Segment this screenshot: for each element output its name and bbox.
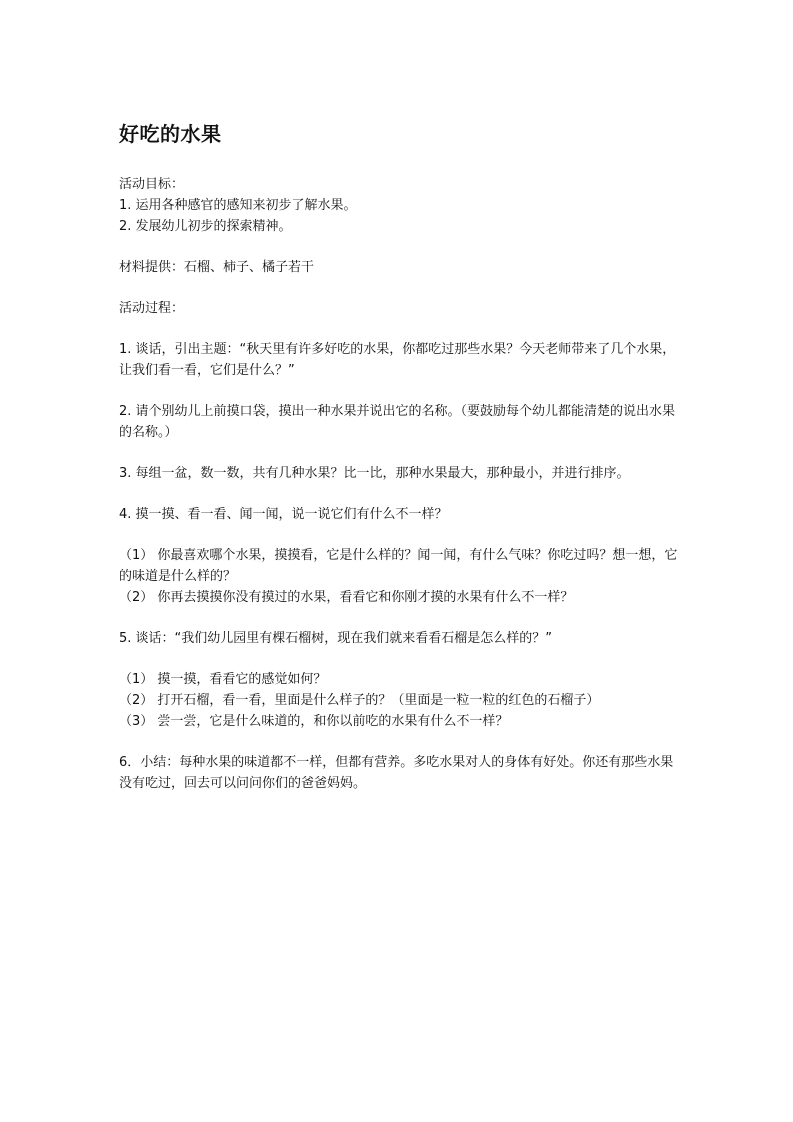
step-3: 3. 每组一盆，数一数，共有几种水果？比一比，那种水果最大，那种最小，并进行排序。	[119, 466, 630, 481]
step-2: 2. 请个别幼儿上前摸口袋，摸出一种水果并说出它的名称。（要鼓励每个幼儿都能清楚的说出水果的名称。）	[119, 404, 676, 440]
step-1: 1. 谈话，引出主题：“秋天里有许多好吃的水果，你都吃过那些水果？今天老师带来了几个水果，让我们看一看，它们是什么？”	[119, 342, 676, 378]
goal-item-1: 1. 运用各种感官的感知来初步了解水果。	[119, 198, 357, 213]
goal-item-2: 2. 发展幼儿初步的探索精神。	[119, 219, 292, 234]
step-5: 5. 谈话：“我们幼儿园里有棵石榴树，现在我们就来看看石榴是怎么样的？”	[119, 631, 553, 646]
materials-line: 材料提供：石榴、柿子、橘子若干	[119, 260, 315, 275]
document-body	[119, 120, 679, 794]
step-4-sub-1: （1） 你最喜欢哪个水果，摸摸看，它是什么样的？闻一闻，有什么气味？你吃过吗？想一想，它的味道是什么样的？	[119, 548, 678, 584]
summary: 6．小结：每种水果的味道都不一样，但都有营养。多吃水果对人的身体有好处。你还有那些水果没有吃过，回去可以问问你们的爸爸妈妈。	[119, 755, 674, 791]
document-title: 好吃的水果	[119, 122, 222, 146]
process-heading: 活动过程：	[119, 301, 185, 316]
step-4: 4. 摸一摸、看一看、闻一闻，说一说它们有什么不一样？	[119, 507, 448, 522]
step-5-sub-1: （1） 摸一摸，看看它的感觉如何？	[119, 672, 327, 687]
step-4-sub-2: （2） 你再去摸摸你没有摸过的水果，看看它和你刚才摸的水果有什么不一样？	[119, 590, 574, 605]
step-5-sub-3: （3） 尝一尝，它是什么味道的，和你以前吃的水果有什么不一样？	[119, 714, 509, 729]
step-5-sub-2: （2） 打开石榴，看一看，里面是什么样子的？（里面是一粒一粒的红色的石榴子）	[119, 693, 600, 708]
goals-heading: 活动目标：	[119, 177, 185, 192]
